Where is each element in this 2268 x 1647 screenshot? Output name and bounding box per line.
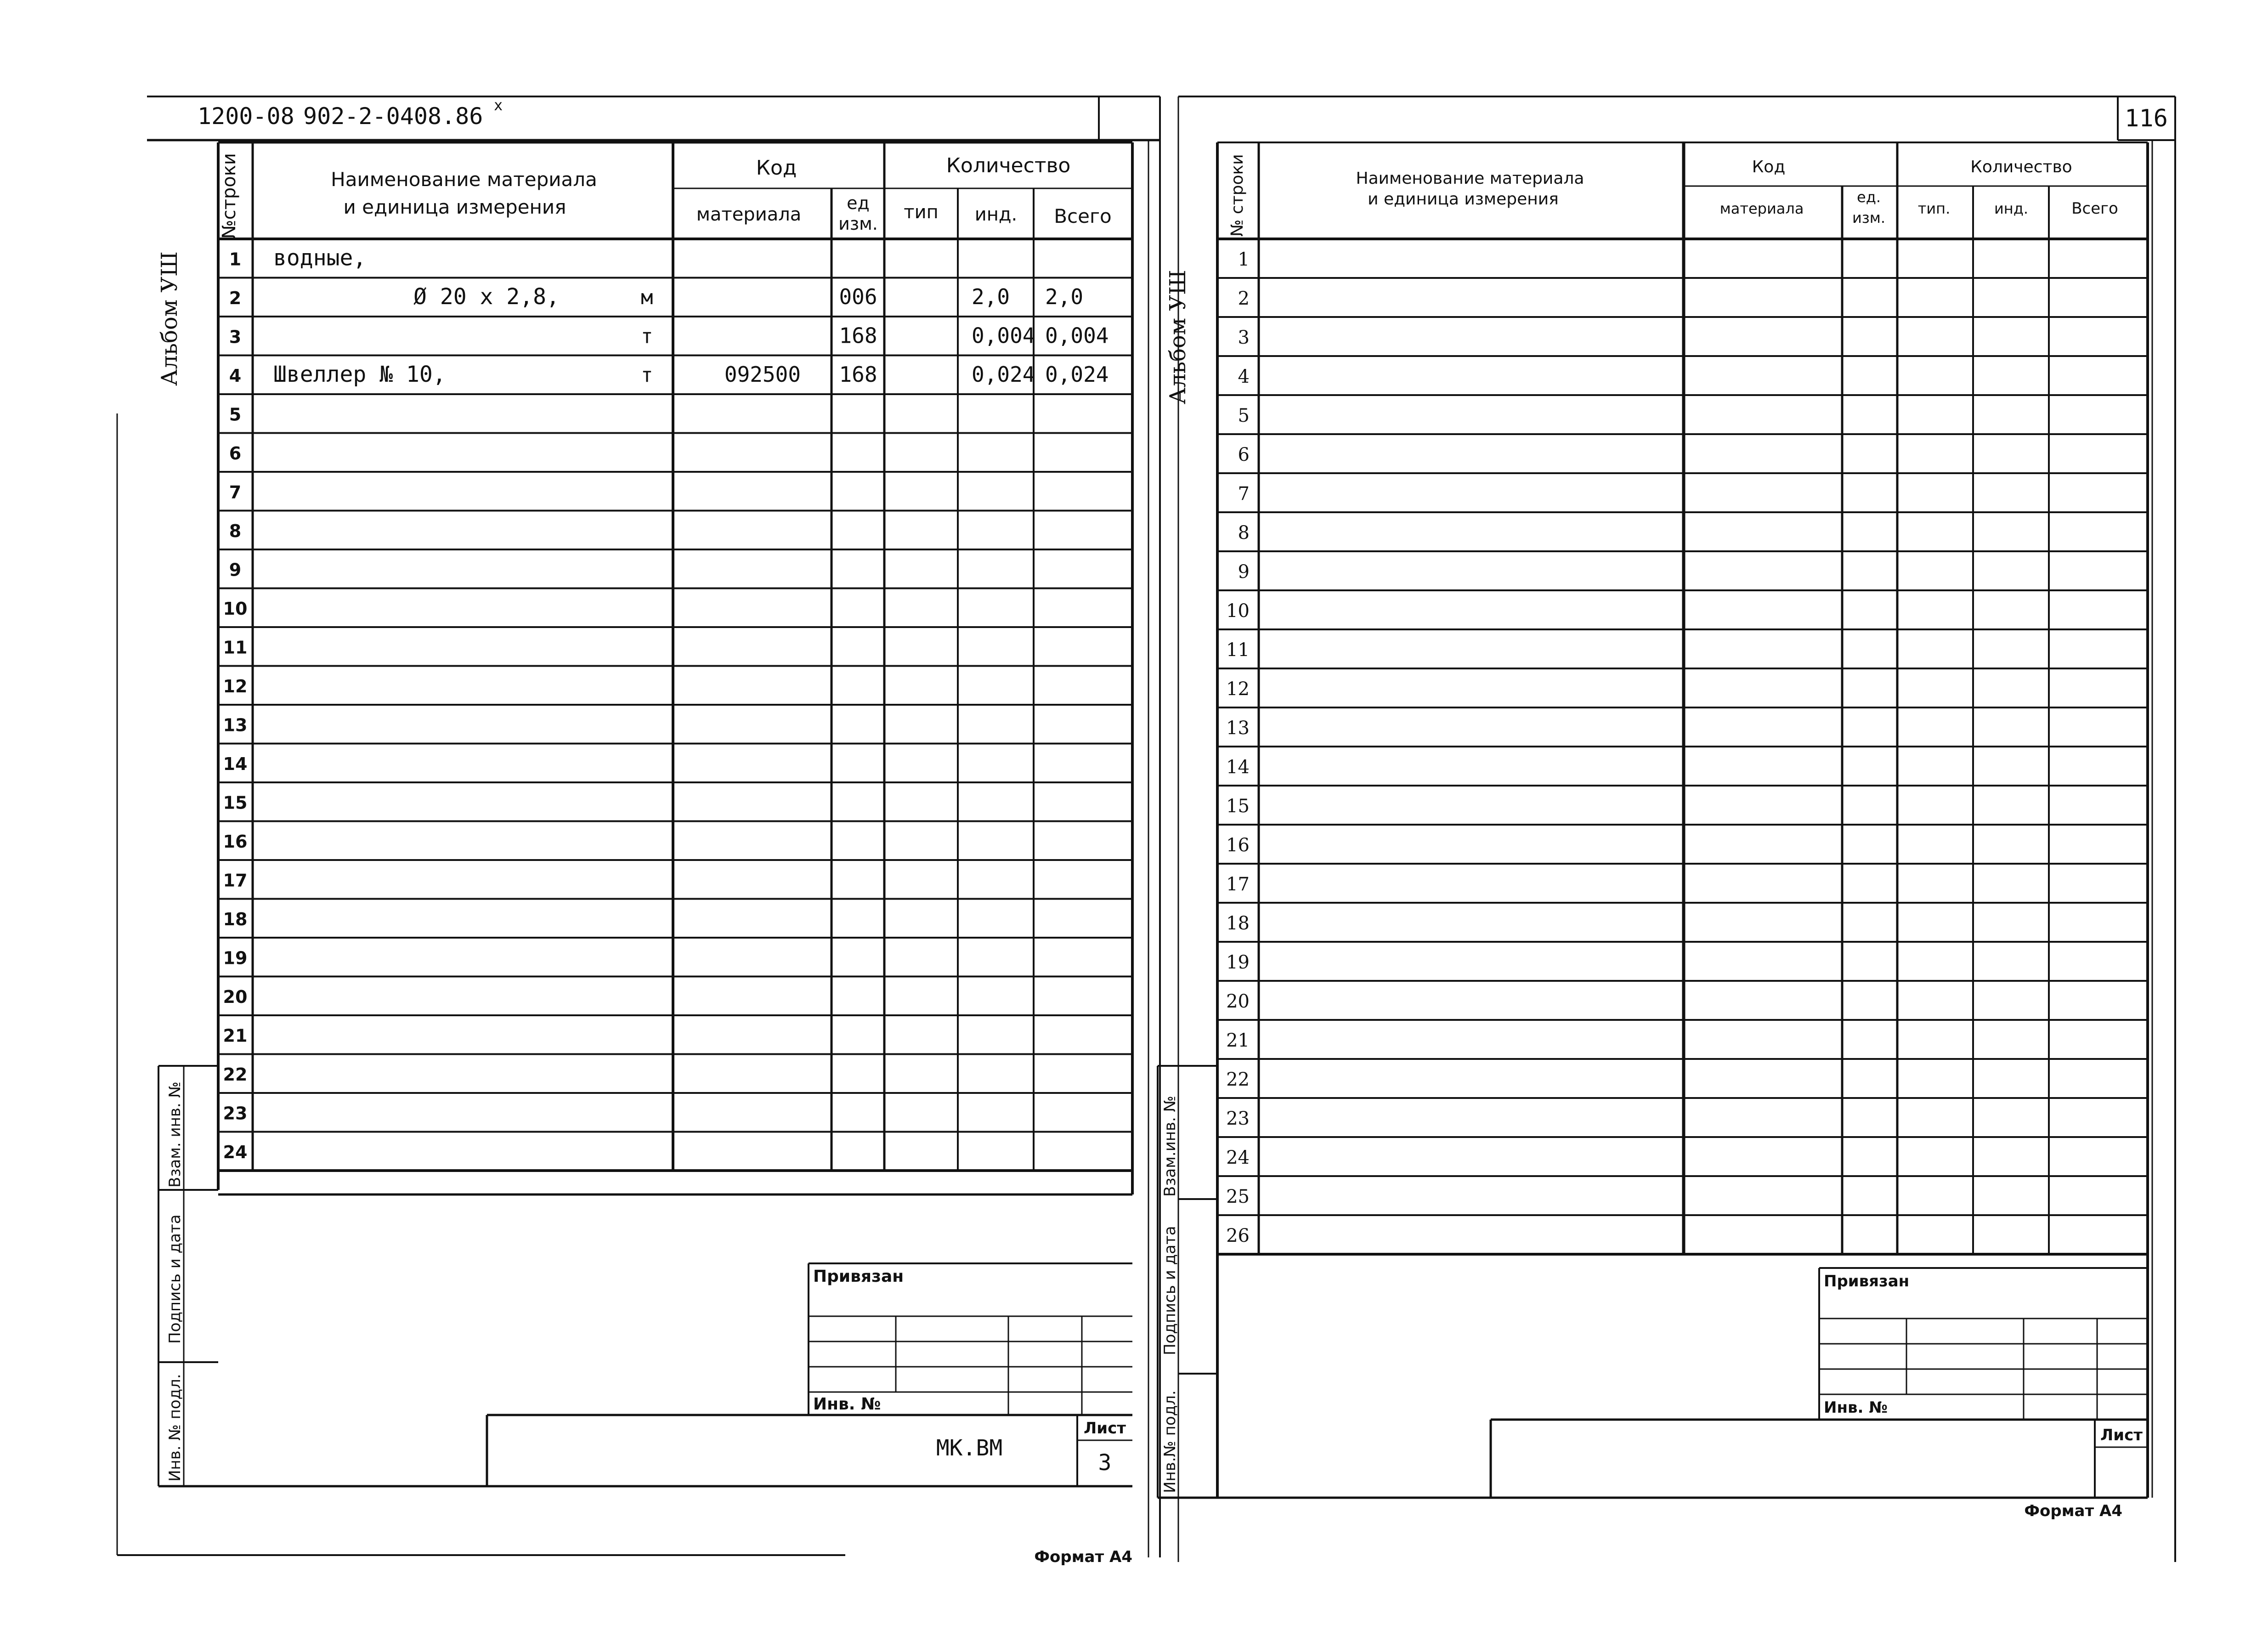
row-number: 1 xyxy=(229,249,242,270)
row-number: 5 xyxy=(1238,405,1250,426)
row-number: 14 xyxy=(1226,756,1250,778)
side-podpis-label: Подпись и дата xyxy=(1161,1226,1179,1355)
row-number: 5 xyxy=(229,404,242,425)
col-code-header: Код xyxy=(756,156,797,180)
row-unit-letter: м xyxy=(641,285,653,309)
row-number: 20 xyxy=(1226,990,1250,1012)
row-number: 2 xyxy=(229,288,242,308)
list-number: 3 xyxy=(1098,1450,1112,1476)
header-code: 1200-08 xyxy=(198,103,294,130)
side-vzam-label: Взам.инв. № xyxy=(1161,1095,1179,1197)
row-material-name: Ø 20 х 2,8, xyxy=(413,283,560,310)
col-qty-total-header: Всего xyxy=(2071,199,2118,218)
row-number: 16 xyxy=(1226,834,1250,856)
col-name-header-2: и единица измерения xyxy=(1368,190,1559,209)
row-number: 22 xyxy=(223,1064,248,1085)
row-number: 12 xyxy=(223,676,248,696)
col-code-material-header: материала xyxy=(1719,200,1804,217)
row-number: 9 xyxy=(1238,561,1250,583)
row-number: 21 xyxy=(223,1025,248,1046)
row-number: 23 xyxy=(223,1103,248,1124)
row-number: 23 xyxy=(1226,1108,1250,1129)
privyazan-label: Привязан xyxy=(1824,1272,1910,1290)
col-qty-typ-header: тип. xyxy=(1917,200,1951,217)
row-number: 8 xyxy=(1238,522,1250,543)
row-number: 7 xyxy=(1238,483,1250,504)
doc-code: МК.ВМ xyxy=(936,1435,1003,1461)
row-unit-code: 168 xyxy=(839,323,877,348)
row-number: 20 xyxy=(223,986,248,1007)
row-number: 3 xyxy=(1238,327,1250,348)
header-doc-number: 902-2-0408.86 xyxy=(303,103,483,130)
album-label: Альбом УШ xyxy=(1165,270,1191,404)
col-code-header: Код xyxy=(1752,158,1786,176)
row-number: 22 xyxy=(1226,1069,1250,1090)
row-number: 6 xyxy=(229,443,242,464)
row-number: 9 xyxy=(229,560,242,580)
format-label: Формат А4 xyxy=(2024,1502,2122,1520)
col-code-material-header: материала xyxy=(696,204,802,225)
col-qty-ind-header: инд. xyxy=(974,204,1018,225)
row-number: 4 xyxy=(229,365,242,386)
format-label: Формат А4 xyxy=(1034,1548,1132,1566)
row-number: 3 xyxy=(229,327,242,347)
col-name-header: Наименование материала xyxy=(1356,169,1584,188)
row-number: 7 xyxy=(229,482,242,503)
inv-no-label: Инв. № xyxy=(813,1395,881,1414)
row-material-name: Швеллер № 10, xyxy=(273,361,446,387)
col-unit-header: ед. xyxy=(1857,188,1881,206)
row-number: 15 xyxy=(1226,795,1250,817)
row-number: 6 xyxy=(1238,444,1250,465)
inv-no-label: Инв. № xyxy=(1824,1398,1888,1417)
row-number: 11 xyxy=(1226,639,1250,661)
row-number: 16 xyxy=(223,831,248,852)
row-number: 21 xyxy=(1226,1030,1250,1051)
row-number: 13 xyxy=(223,715,248,736)
header-superscript: x xyxy=(494,96,503,114)
col-unit-header-2: изм. xyxy=(838,214,878,234)
row-material-code: 092500 xyxy=(724,362,801,387)
row-number: 8 xyxy=(229,521,242,541)
row-unit-letter: т xyxy=(641,324,653,348)
col-qty-header: Количество xyxy=(946,154,1071,177)
col-name-header: Наименование материала xyxy=(331,168,597,191)
row-number: 11 xyxy=(223,637,248,658)
list-label: Лист xyxy=(2100,1426,2143,1444)
row-material-name: водные, xyxy=(273,245,367,271)
privyazan-label: Привязан xyxy=(813,1267,904,1286)
row-number: 2 xyxy=(1238,288,1250,309)
row-number: 19 xyxy=(1226,951,1250,973)
row-number: 4 xyxy=(1238,366,1250,387)
row-qty-total: 0,004 xyxy=(1045,323,1109,348)
row-qty-ind: 2,0 xyxy=(972,284,1010,309)
col-row-no-header: № строки xyxy=(1228,154,1247,237)
row-number: 10 xyxy=(1226,600,1250,622)
side-podpis-label: Подпись и дата xyxy=(166,1214,184,1344)
row-number: 15 xyxy=(223,792,248,813)
col-qty-total-header: Всего xyxy=(1054,205,1112,227)
row-number: 19 xyxy=(223,948,248,968)
row-unit-letter: т xyxy=(641,363,653,387)
row-number: 17 xyxy=(223,870,248,891)
row-number: 10 xyxy=(223,598,248,619)
album-label: Альбом УШ xyxy=(157,251,182,386)
col-name-header-2: и единица измерения xyxy=(343,196,566,218)
col-qty-header: Количество xyxy=(1970,158,2072,176)
col-unit-header-2: изм. xyxy=(1852,209,1886,226)
list-label: Лист xyxy=(1084,1419,1126,1438)
side-inv-label: Инв.№ подл. xyxy=(1161,1390,1179,1493)
row-number: 17 xyxy=(1226,873,1250,895)
col-qty-ind-header: инд. xyxy=(1994,200,2029,217)
row-number: 18 xyxy=(1226,912,1250,934)
page-number: 116 xyxy=(2125,105,2168,132)
row-qty-ind: 0,004 xyxy=(972,323,1035,348)
col-row-no-header: №строки xyxy=(219,153,240,239)
row-number: 18 xyxy=(223,909,248,929)
row-number: 12 xyxy=(1226,678,1250,700)
row-number: 13 xyxy=(1226,717,1250,739)
row-qty-ind: 0,024 xyxy=(972,362,1035,387)
row-number: 1 xyxy=(1238,249,1250,270)
row-number: 24 xyxy=(223,1142,248,1162)
row-qty-total: 0,024 xyxy=(1045,362,1109,387)
side-inv-label: Инв. № подл. xyxy=(166,1374,184,1482)
row-qty-total: 2,0 xyxy=(1045,284,1084,309)
row-number: 14 xyxy=(223,753,248,774)
row-unit-code: 006 xyxy=(839,284,877,309)
col-qty-typ-header: тип xyxy=(904,202,939,223)
row-number: 24 xyxy=(1226,1147,1250,1168)
row-number: 25 xyxy=(1226,1186,1250,1207)
col-unit-header: ед xyxy=(847,193,870,213)
row-unit-code: 168 xyxy=(839,362,877,387)
row-number: 26 xyxy=(1226,1225,1250,1246)
side-vzam-label: Взам. инв. № xyxy=(166,1081,184,1188)
